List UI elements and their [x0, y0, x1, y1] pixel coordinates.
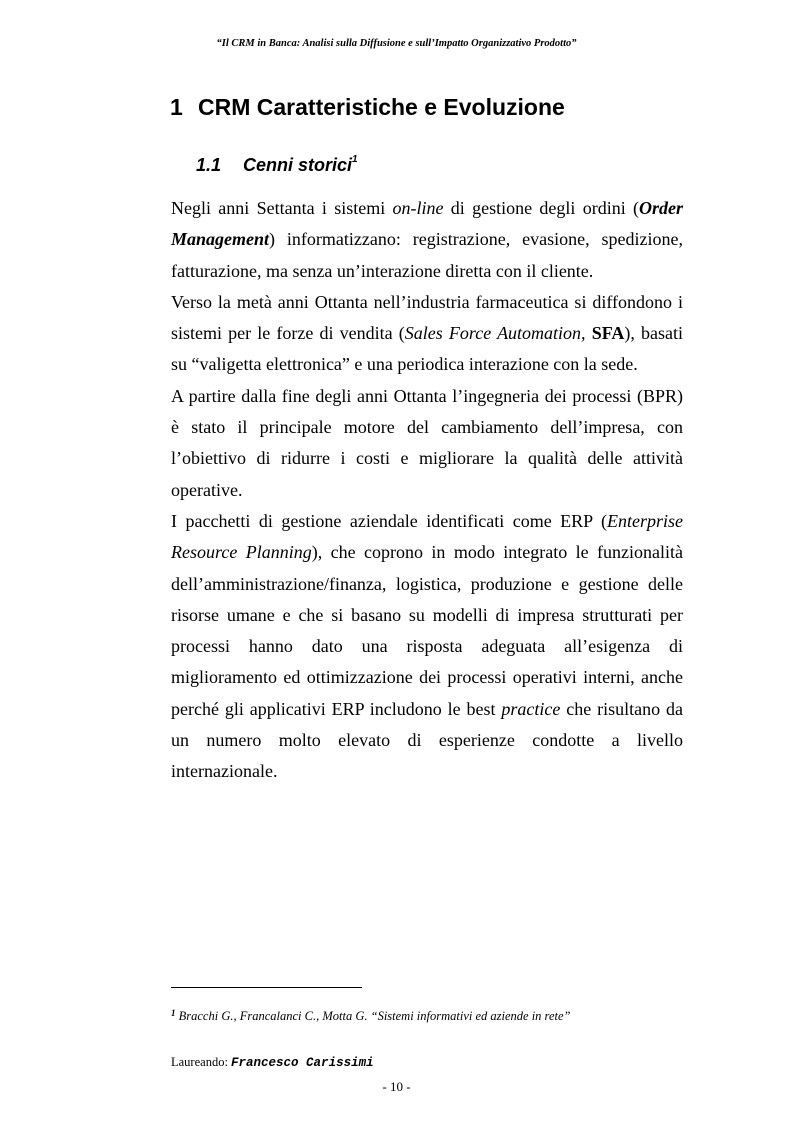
paragraph: [171, 381, 683, 506]
text-run: Verso la metà anni Ottanta nell’industria farmaceutica si diffondono i sistemi per le forze di vendita (: [171, 291, 683, 344]
text-run: A partire dalla fine degli anni Ottanta l’ingegneria dei processi (BPR) è stato il principale motore del cambiamento dell’impresa, con l’obiettivo di ridurre i costi e migliorare la qualità delle attività operative.: [171, 385, 683, 500]
text-run: che risultano da un numero molto elevato di esperienze condotte a livello internazionale.: [171, 698, 683, 782]
italic-term: practice: [501, 698, 561, 719]
paragraph: [171, 287, 683, 381]
text-run: Negli anni Settanta i sistemi: [171, 198, 393, 218]
text-run: ), che coprono in modo integrato le funzionalità dell’amministrazione/finanza, logistica, produzione e gestione delle risorse umane e che si basano su modelli di impresa strutturati per processi hanno dato una risposta adeguata all’esigenza di miglioramento ed ottimizzazione dei processi operativi interni, anche perché gli applicativi ERP includono le best: [171, 542, 683, 719]
italic-term: Order Management: [171, 198, 683, 250]
author-name: Francesco Carissimi: [231, 1056, 374, 1070]
body-text: [171, 193, 683, 788]
running-header: “Il CRM in Banca: Analisi sulla Diffusione e sull’Impatto Organizzativo Prodotto”: [216, 38, 577, 49]
footnote-divider: [171, 987, 362, 988]
author-line: [171, 1055, 374, 1070]
section-title: [196, 154, 358, 176]
section-title-text: Cenni storici: [243, 155, 353, 175]
section-number: 1.1: [196, 155, 222, 175]
page-number: - 10 -: [382, 1079, 411, 1094]
chapter-number: 1: [170, 94, 183, 120]
footnote-text: Bracchi G., Francalanci C., Motta G. “Sistemi informativi ed aziende in rete”: [178, 1009, 571, 1023]
footnote-reference[interactable]: 1: [352, 154, 358, 165]
chapter-title: [170, 94, 565, 121]
text-run: ) informatizzano: registrazione, evasione, spedizione, fatturazione, ma senza un’interazione diretta con il cliente.: [171, 229, 683, 281]
text-run: I pacchetti di gestione aziendale identificati come ERP (: [171, 510, 607, 531]
bold-term: SFA: [591, 323, 625, 344]
author-label: Laureando:: [171, 1055, 228, 1069]
paragraph: [171, 193, 683, 287]
text-run: di gestione degli ordini (: [443, 198, 639, 218]
paragraph: [171, 506, 683, 788]
footnote: [171, 1008, 570, 1024]
italic-term: Enterprise Resource Planning: [171, 510, 683, 563]
footnote-mark: 1: [171, 1008, 176, 1018]
italic-term: Sales Force Automation,: [404, 323, 586, 344]
text-run: ), basati su “valigetta elettronica” e una periodica interazione con la sede.: [171, 323, 684, 375]
chapter-title-text: CRM Caratteristiche e Evoluzione: [198, 94, 565, 120]
italic-term: on-line: [392, 198, 444, 218]
